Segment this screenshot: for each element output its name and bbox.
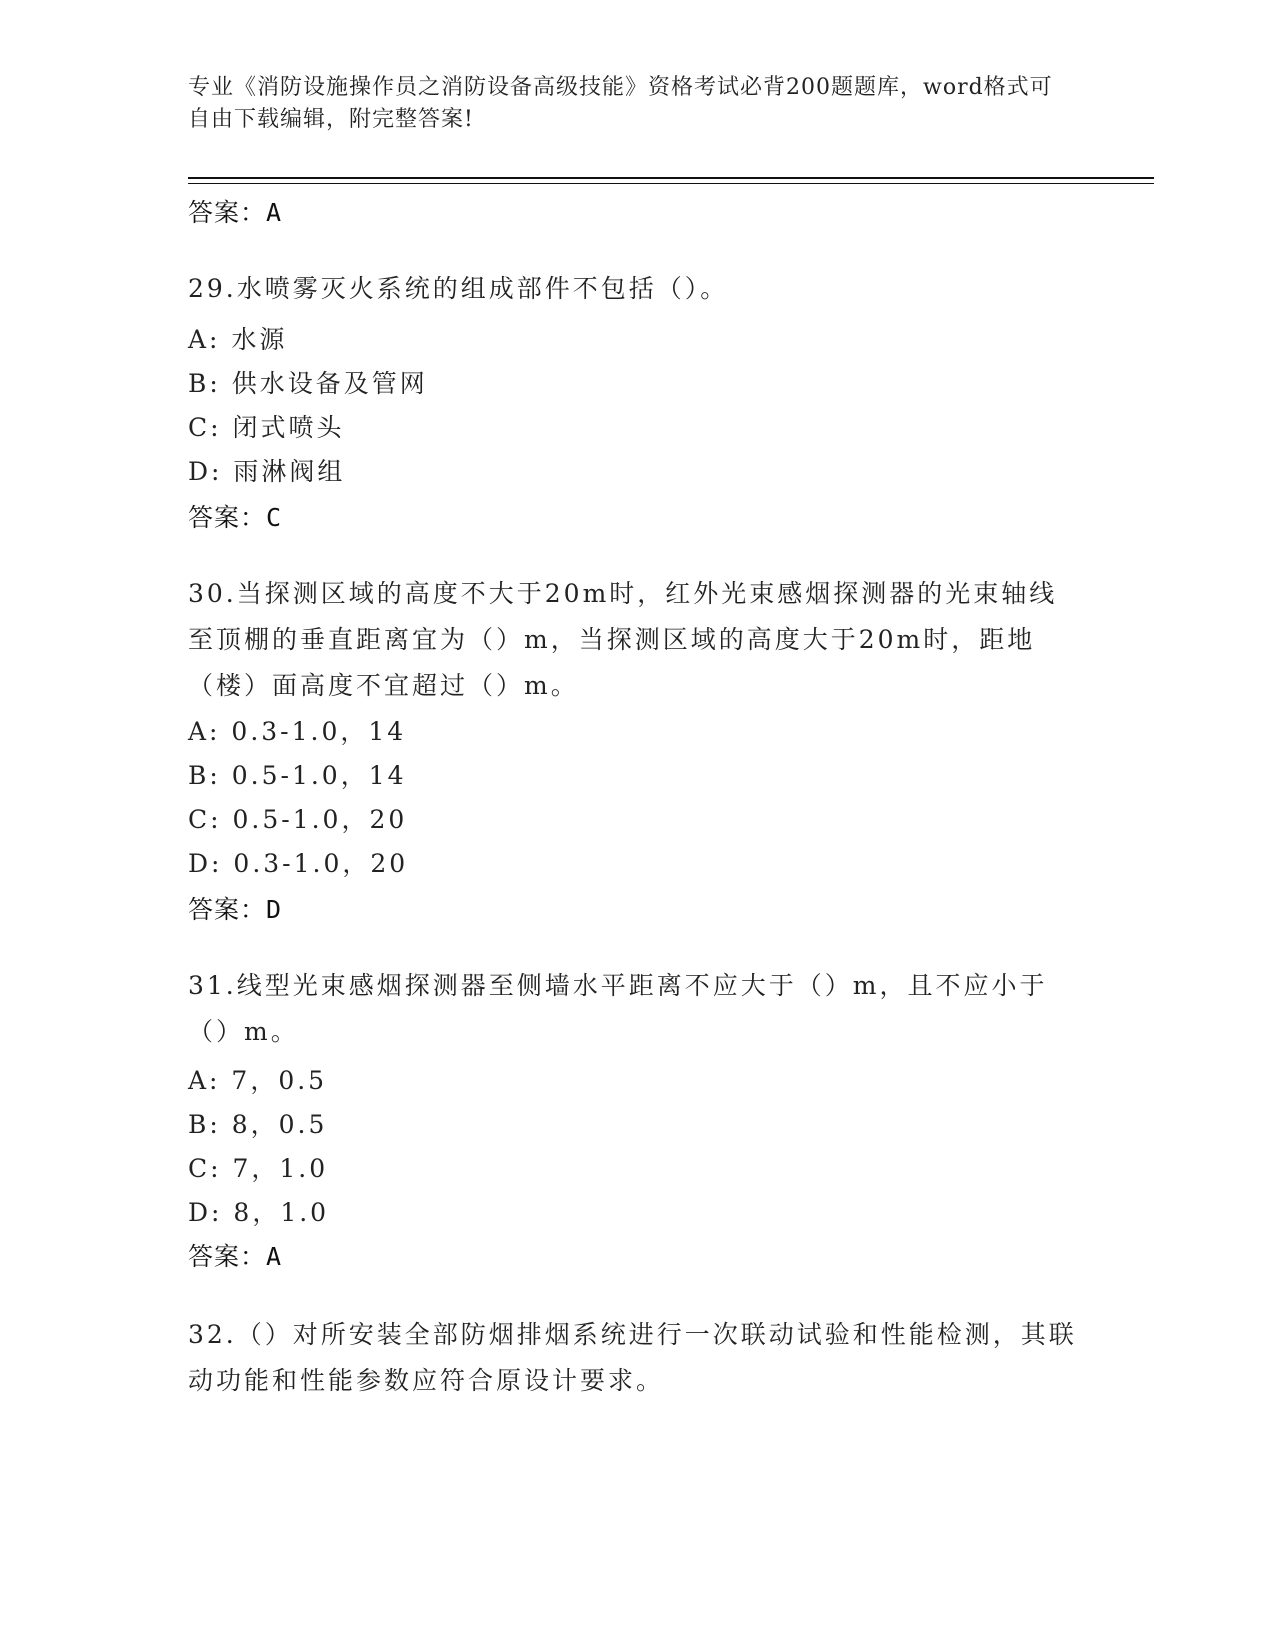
question-stem: 32.（）对所安装全部防烟排烟系统进行一次联动试验和性能检测，其联动功能和性能参数应符合原设计要求。 bbox=[188, 1320, 1077, 1395]
option-b: B: 供水设备及管网 bbox=[188, 369, 428, 398]
answer-value: A bbox=[266, 1242, 283, 1271]
answer-value: C bbox=[266, 503, 283, 532]
header-divider-thin bbox=[188, 183, 1154, 184]
option-a: A: 7，0.5 bbox=[188, 1066, 328, 1095]
option-c: C: 闭式喷头 bbox=[188, 413, 345, 442]
option-b: B: 8，0.5 bbox=[188, 1110, 328, 1139]
option-a: A: 水源 bbox=[188, 325, 288, 354]
option-d: D: 雨淋阀组 bbox=[188, 457, 346, 486]
answer-line bbox=[188, 193, 282, 229]
answer-label: 答案： bbox=[188, 503, 267, 532]
answer-line bbox=[188, 1237, 282, 1273]
option-b: B: 0.5-1.0，14 bbox=[188, 761, 407, 790]
option-d: D: 0.3-1.0，20 bbox=[188, 849, 409, 878]
answer-value: A bbox=[266, 198, 283, 227]
answer-line bbox=[188, 498, 282, 534]
header-divider-thick bbox=[188, 177, 1154, 179]
option-a: A: 0.3-1.0，14 bbox=[188, 717, 407, 746]
option-c: C: 0.5-1.0，20 bbox=[188, 805, 408, 834]
question-stem: 30.当探测区域的高度不大于20m时，红外光束感烟探测器的光束轴线至顶棚的垂直距离宜为（）m，当探测区域的高度大于20m时，距地（楼）面高度不宜超过（）m。 bbox=[188, 579, 1058, 700]
answer-label: 答案： bbox=[188, 198, 267, 227]
question-stem: 31.线型光束感烟探测器至侧墙水平距离不应大于（）m，且不应小于（）m。 bbox=[188, 971, 1048, 1046]
answer-line bbox=[188, 890, 282, 926]
answer-label: 答案： bbox=[188, 895, 267, 924]
option-d: D: 8，1.0 bbox=[188, 1198, 330, 1227]
question-stem: 29.水喷雾灭火系统的组成部件不包括（）。 bbox=[188, 274, 729, 303]
option-c: C: 7，1.0 bbox=[188, 1154, 329, 1183]
document-header: 专业《消防设施操作员之消防设备高级技能》资格考试必背200题题库，word格式可自由下载编辑，附完整答案! bbox=[188, 75, 1053, 132]
answer-label: 答案： bbox=[188, 1242, 267, 1271]
answer-value: D bbox=[266, 895, 283, 924]
